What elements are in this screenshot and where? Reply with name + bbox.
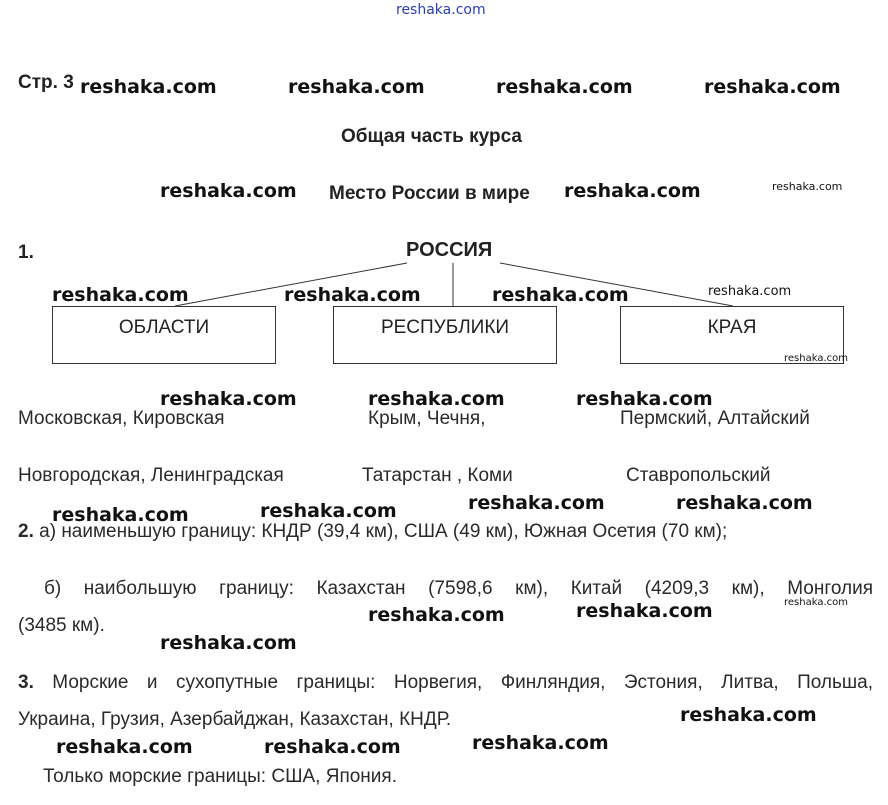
diagram-box-oblasti bbox=[52, 306, 276, 364]
watermark: reshaka.com bbox=[576, 388, 713, 410]
watermark: reshaka.com bbox=[564, 180, 701, 202]
box-label-respubliki: РЕСПУБЛИКИ bbox=[380, 317, 510, 338]
watermark-small: reshaka.com bbox=[784, 353, 848, 364]
respubliki-row-2: Татарстан , Коми bbox=[362, 465, 513, 486]
watermark: reshaka.com bbox=[160, 180, 297, 202]
question-2-number: 2. bbox=[18, 521, 34, 542]
page-label: Стр. 3 bbox=[18, 72, 74, 93]
watermark: reshaka.com bbox=[80, 76, 217, 98]
question-3-line-1 bbox=[18, 672, 873, 694]
section-title: Общая часть курса bbox=[341, 126, 522, 147]
diagram-box-respubliki bbox=[333, 306, 557, 364]
site-header-link[interactable]: reshaka.com bbox=[396, 2, 486, 18]
kraya-row-2: Ставропольский bbox=[626, 465, 771, 486]
watermark: reshaka.com bbox=[472, 732, 609, 754]
watermark: reshaka.com bbox=[680, 704, 817, 726]
watermark: reshaka.com bbox=[368, 604, 505, 626]
question-2-answer-b: б) наибольшую границу: Казахстан (7598,6 км), Китай (4209,3 км), Монголия bbox=[44, 578, 873, 599]
question-3-line-3: Только морские границы: США, Япония. bbox=[43, 766, 397, 787]
watermark: reshaka.com bbox=[288, 76, 425, 98]
watermark-small: reshaka.com bbox=[708, 284, 792, 299]
watermark: reshaka.com bbox=[676, 492, 813, 514]
kraya-row-1: Пермский, Алтайский bbox=[620, 408, 810, 429]
watermark: reshaka.com bbox=[468, 492, 605, 514]
box-label-kraya: КРАЯ bbox=[707, 317, 757, 338]
watermark: reshaka.com bbox=[260, 500, 397, 522]
oblasti-row-1: Московская, Кировская bbox=[18, 408, 225, 429]
oblasti-row-2: Новгородская, Ленинградская bbox=[18, 465, 284, 486]
watermark-small: reshaka.com bbox=[784, 597, 848, 608]
watermark-small: reshaka.com bbox=[772, 180, 843, 193]
watermark: reshaka.com bbox=[284, 284, 421, 306]
watermark: reshaka.com bbox=[368, 388, 505, 410]
question-3-line-1-text: Морские и сухопутные границы: Норвегия, Финляндия, Эстония, Литва, Польша, bbox=[52, 672, 873, 693]
watermark: reshaka.com bbox=[52, 504, 189, 526]
watermark: reshaka.com bbox=[52, 284, 189, 306]
respubliki-row-1: Крым, Чечня, bbox=[368, 408, 486, 429]
watermark: reshaka.com bbox=[576, 600, 713, 622]
question-3-number: 3. bbox=[18, 672, 34, 693]
watermark: reshaka.com bbox=[160, 388, 297, 410]
topic-title: Место России в мире bbox=[329, 183, 530, 204]
watermark: reshaka.com bbox=[264, 736, 401, 758]
watermark: reshaka.com bbox=[496, 76, 633, 98]
question-3-line-2: Украина, Грузия, Азербайджан, Казахстан, КНДР. bbox=[18, 709, 452, 730]
watermark: reshaka.com bbox=[492, 284, 629, 306]
watermark: reshaka.com bbox=[56, 736, 193, 758]
box-label-oblasti: ОБЛАСТИ bbox=[118, 317, 210, 338]
diagram-root-label: РОССИЯ bbox=[406, 239, 493, 261]
question-2-answer-b-cont: (3485 км). bbox=[18, 615, 105, 636]
question-2-answer-a: а) наименьшую границу: КНДР (39,4 км), США (49 км), Южная Осетия (70 км); bbox=[39, 521, 728, 542]
watermark: reshaka.com bbox=[160, 632, 297, 654]
watermark: reshaka.com bbox=[704, 76, 841, 98]
question-1-number: 1. bbox=[18, 242, 34, 263]
